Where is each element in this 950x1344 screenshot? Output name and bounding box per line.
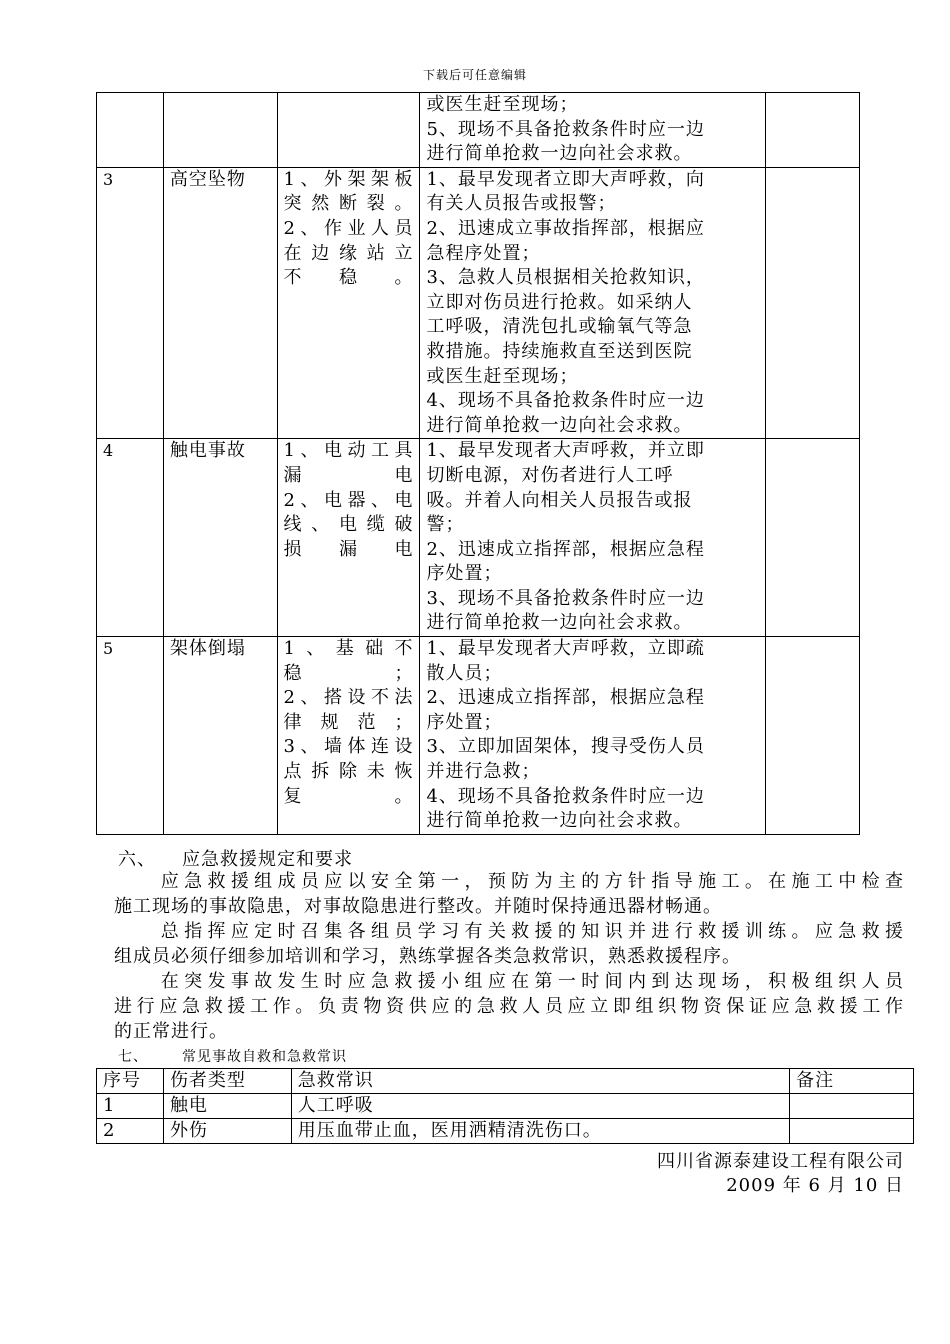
column-header: 急救常识 bbox=[291, 1069, 789, 1094]
cause-line: 在边缘站立 bbox=[283, 242, 414, 264]
cause-line: 线、电缆破 bbox=[283, 514, 414, 536]
paragraph-line: 的正常进行。 bbox=[114, 1021, 228, 1042]
paragraph-3 bbox=[114, 969, 904, 1044]
measure-line: 2、迅速成立事故指挥部，根据应 bbox=[426, 217, 705, 239]
cause-line: 1、基础不 bbox=[283, 638, 414, 660]
measure-line: 序处置； bbox=[426, 563, 503, 585]
accident-type: 架体倒塌 bbox=[163, 637, 277, 835]
measure-line: 2、迅速成立指挥部，根据应急程 bbox=[426, 687, 705, 709]
cause-line: 1、外架架板 bbox=[283, 168, 414, 190]
table-row bbox=[97, 439, 860, 637]
measure-line: 4、现场不具备抢救条件时应一边 bbox=[426, 390, 705, 412]
remark-cell bbox=[766, 167, 860, 439]
table-row bbox=[97, 1094, 914, 1119]
table-row bbox=[97, 1119, 914, 1144]
remark-cell bbox=[766, 637, 860, 835]
row-number: 3 bbox=[97, 167, 164, 439]
measure-line: 立即对伤员进行抢救。如采纳人 bbox=[426, 291, 693, 313]
emergency-measures bbox=[420, 637, 766, 835]
emergency-measures bbox=[420, 439, 766, 637]
measure-line: 工呼吸，清洗包扎或输氧气等急 bbox=[426, 316, 693, 338]
accident-causes bbox=[277, 167, 420, 439]
row-number: 5 bbox=[97, 637, 164, 835]
measure-line: 有关人员报告或报警； bbox=[426, 193, 617, 215]
measure-line: 3、立即加固架体，搜寻受伤人员 bbox=[426, 736, 705, 758]
first-aid-table bbox=[96, 1068, 914, 1144]
measure-line: 散人员； bbox=[426, 662, 503, 684]
table-cell: 人工呼吸 bbox=[291, 1094, 789, 1119]
accident-causes bbox=[277, 439, 420, 637]
measure-line: 进行简单抢救一边向社会求救。 bbox=[426, 143, 693, 165]
measure-line: 急程序处置； bbox=[426, 242, 541, 264]
accident-causes bbox=[277, 637, 420, 835]
measure-line: 吸。并着人向相关人员报告或报 bbox=[426, 489, 693, 511]
measure-line: 4、现场不具备抢救条件时应一边 bbox=[426, 785, 705, 807]
measure-line: 切断电源，对伤者进行人工呼 bbox=[426, 464, 674, 486]
paragraph-line: 施工现场的事故隐患，对事故隐患进行整改。并随时保持通迅器材畅通。 bbox=[114, 896, 722, 917]
cause-line: 律规范； bbox=[283, 711, 414, 733]
measure-line: 2、迅速成立指挥部，根据应急程 bbox=[426, 538, 705, 560]
cause-line: 点拆除未恢 bbox=[283, 761, 414, 783]
cause-line: 稳； bbox=[283, 662, 414, 684]
cause-line: 3、墙体连设 bbox=[283, 736, 414, 758]
column-header: 序号 bbox=[97, 1069, 164, 1094]
paragraph-1 bbox=[114, 869, 904, 919]
measure-line: 或医生赶至现场； bbox=[426, 365, 579, 387]
measure-line: 3、现场不具备抢救条件时应一边 bbox=[426, 587, 705, 609]
paragraph-line: 组成员必须仔细参加培训和学习，熟练掌握各类急救常识，熟悉救援程序。 bbox=[114, 946, 741, 967]
paragraph-line: 在突发事故发生时应急救援小组应在第一时间内到达现场，积极组织人员 bbox=[114, 971, 904, 992]
paragraph-line: 进行应急救援工作。负责物资供应的急救人员应立即组织物资保证应急救援工作 bbox=[114, 996, 904, 1017]
table-row bbox=[97, 167, 860, 439]
cause-line: 1、电动工具 bbox=[283, 440, 414, 462]
remark-cell bbox=[766, 93, 860, 168]
remark-cell bbox=[766, 439, 860, 637]
table-cell: 1 bbox=[97, 1094, 164, 1119]
measure-line: 1、最早发现者大声呼救，并立即 bbox=[426, 440, 705, 462]
table-cell: 外伤 bbox=[163, 1119, 291, 1144]
accident-type: 触电事故 bbox=[163, 439, 277, 637]
column-header: 伤者类型 bbox=[163, 1069, 291, 1094]
section-6-title: 应急救援规定和要求 bbox=[182, 849, 353, 870]
cause-line: 漏电 bbox=[283, 464, 414, 486]
measure-line: 并进行急救； bbox=[426, 761, 541, 783]
accident-causes bbox=[277, 93, 420, 168]
table-cell: 用压血带止血，医用洒精清洗伤口。 bbox=[291, 1119, 789, 1144]
measure-line: 救措施。持续施救直至送到医院 bbox=[426, 340, 693, 362]
measure-line: 进行简单抢救一边向社会求救。 bbox=[426, 612, 693, 634]
cause-line: 2、电器、电 bbox=[283, 489, 414, 511]
emergency-measures bbox=[420, 167, 766, 439]
paragraph-line: 应急救援组成员应以安全第一，预防为主的方针指导施工。在施工中检查 bbox=[114, 871, 904, 892]
measure-line: 或医生赶至现场； bbox=[426, 94, 579, 115]
section-7-heading bbox=[118, 1046, 347, 1066]
table-cell: 2 bbox=[97, 1119, 164, 1144]
measure-line: 警； bbox=[426, 514, 465, 536]
table-cell bbox=[790, 1094, 914, 1119]
section-7-number: 七、 bbox=[118, 1049, 148, 1065]
table-row bbox=[97, 93, 860, 168]
measure-line: 3、急救人员根据相关抢救知识， bbox=[426, 267, 705, 289]
paragraph-2 bbox=[114, 919, 904, 969]
accident-type bbox=[163, 93, 277, 168]
signature-date: 2009 年 6 月 10 日 bbox=[726, 1175, 904, 1196]
cause-line: 2、作业人员 bbox=[283, 217, 414, 239]
accident-type: 高空坠物 bbox=[163, 167, 277, 439]
emergency-measures-table bbox=[96, 92, 860, 835]
measure-line: 进行简单抢救一边向社会求救。 bbox=[426, 810, 693, 832]
table-row bbox=[97, 637, 860, 835]
section-6-heading bbox=[118, 845, 353, 871]
measure-line: 进行简单抢救一边向社会求救。 bbox=[426, 414, 693, 436]
cause-line: 复。 bbox=[283, 785, 414, 807]
measure-line: 1、最早发现者立即大声呼救，向 bbox=[426, 168, 705, 190]
section-7-title: 常见事故自救和急救常识 bbox=[182, 1049, 347, 1065]
measure-line: 序处置； bbox=[426, 711, 503, 733]
table-cell bbox=[790, 1119, 914, 1144]
row-number bbox=[97, 93, 164, 168]
cause-line: 损漏电 bbox=[283, 538, 414, 560]
page-header: 下载后可任意编辑 bbox=[422, 68, 527, 82]
paragraph-line: 总指挥应定时召集各组员学习有关救援的知识并进行救援训练。应急救援 bbox=[114, 921, 904, 942]
cause-line: 不稳。 bbox=[283, 267, 414, 289]
measure-line: 5、现场不具备抢救条件时应一边 bbox=[426, 118, 705, 140]
cause-line: 2、搭设不法 bbox=[283, 687, 414, 709]
emergency-measures bbox=[420, 93, 766, 168]
table-header-row bbox=[97, 1069, 914, 1094]
cause-line: 突然断裂。 bbox=[283, 193, 414, 215]
section-6-number: 六、 bbox=[118, 849, 156, 870]
measure-line: 1、最早发现者大声呼救，立即疏 bbox=[426, 638, 705, 660]
table-cell: 触电 bbox=[163, 1094, 291, 1119]
row-number: 4 bbox=[97, 439, 164, 637]
column-header: 备注 bbox=[790, 1069, 914, 1094]
company-signature: 四川省源泰建设工程有限公司 bbox=[657, 1151, 904, 1172]
